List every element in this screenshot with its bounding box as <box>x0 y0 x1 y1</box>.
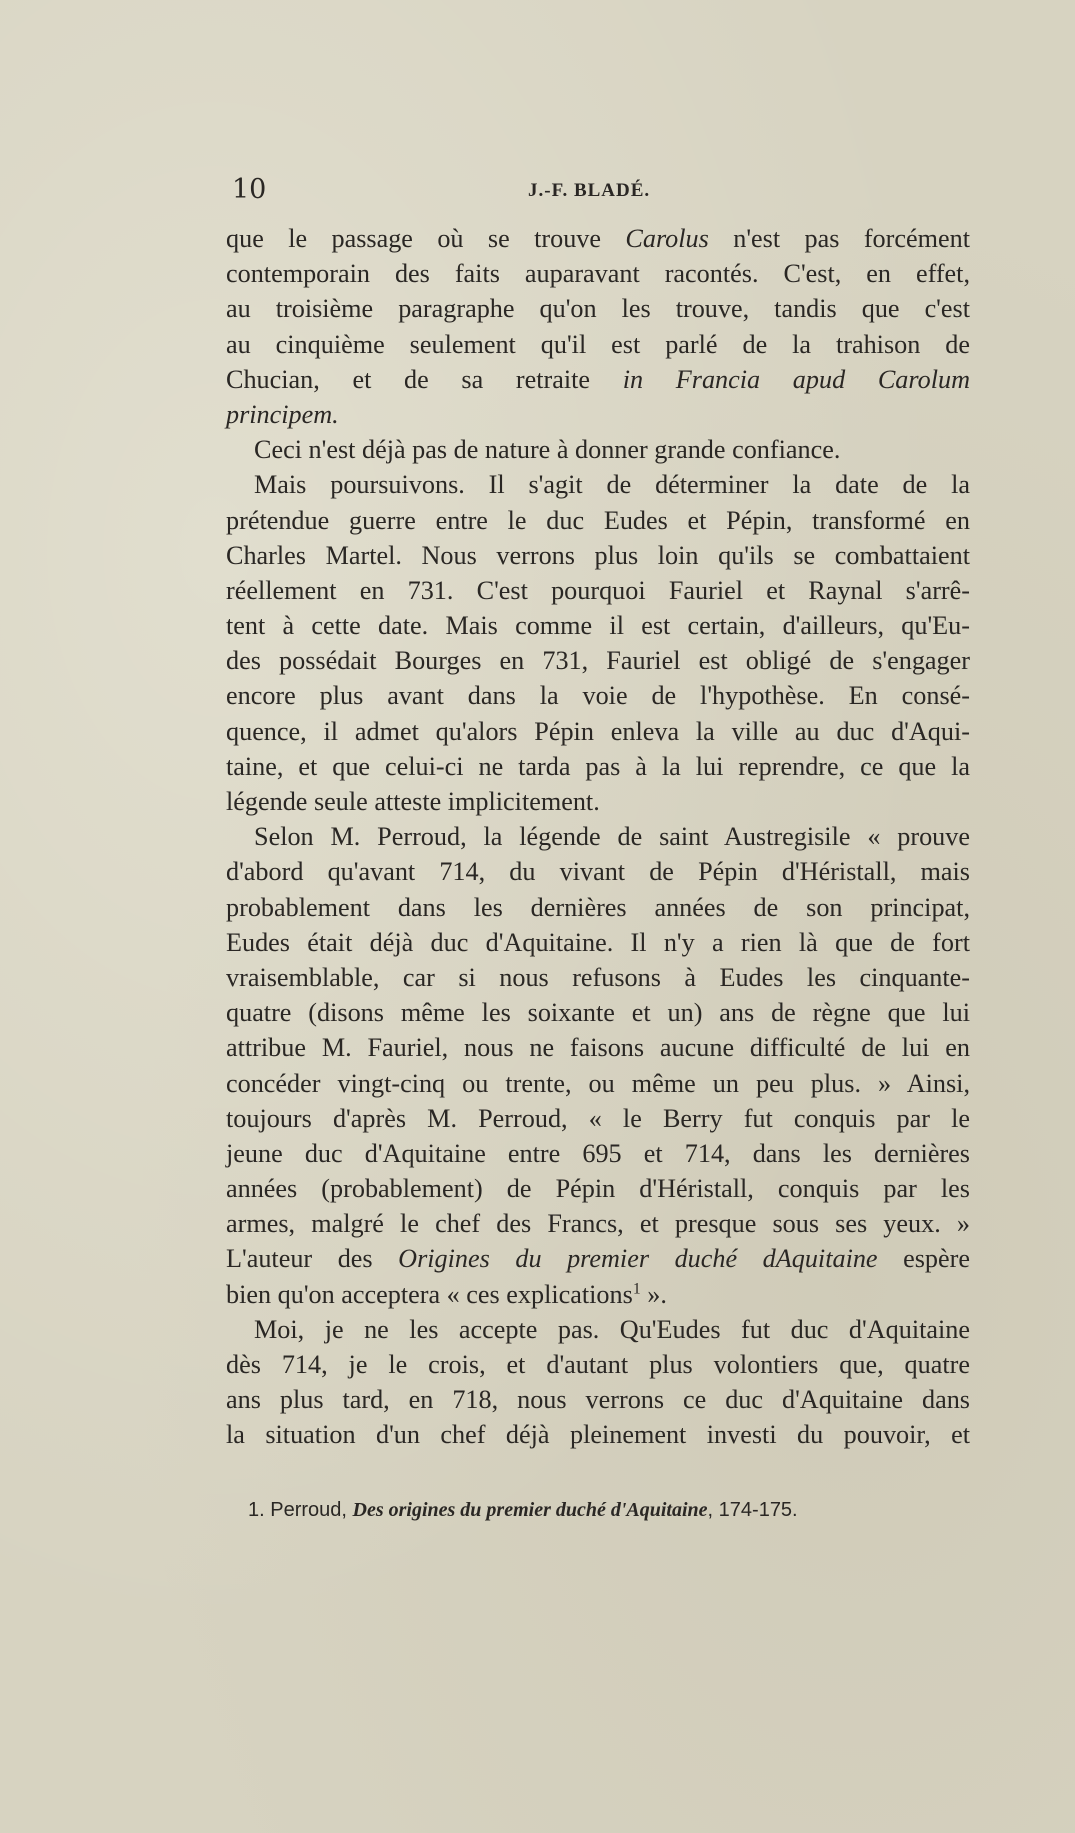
page-number: 10 <box>232 174 267 205</box>
footnote-pages: , 174-175. <box>707 1499 798 1521</box>
text-line <box>226 397 970 432</box>
body-text <box>226 221 970 1453</box>
text-line: bien qu'on acceptera « ces explications$^1$ ». <box>226 1279 667 1309</box>
text-line: quatre (disons même les soixante et un) ans de règne que lui <box>226 998 970 1028</box>
footnote-ref: 1 <box>632 1279 641 1297</box>
paragraph-start: Moi, je ne les accepte pas. Qu'Eudes fut duc d'Aquitaine <box>254 1314 970 1344</box>
paragraph-start: Selon M. Perroud, la légende de saint Austregisile « prouve <box>254 822 970 852</box>
text-line: que le passage où se trouve Carolus n'est pas forcément <box>226 224 970 253</box>
paragraph-start: Ceci n'est déjà pas de nature à donner grande confiance. <box>254 435 841 465</box>
text-line: Chucian, et de sa retraite in Francia apud Carolum <box>226 364 970 394</box>
text-line: attribue M. Fauriel, nous ne faisons aucune difficulté de lui en <box>226 1033 970 1063</box>
text-line: prétendue guerre entre le duc Eudes et Pépin, transformé en <box>226 505 970 535</box>
text-line: concéder vingt-cinq ou trente, ou même un peu plus. » Ainsi, <box>226 1068 970 1098</box>
text-line: armes, malgré le chef des Francs, et presque sous ses yeux. » <box>226 1209 970 1239</box>
text-line: vraisemblable, car si nous refusons à Eudes les cinquante- <box>226 962 970 992</box>
text-line: au troisième paragraphe qu'on les trouve, tandis que c'est <box>226 294 970 324</box>
running-head: J.-F. BLADÉ. <box>528 180 651 201</box>
paragraph-start: Mais poursuivons. Il s'agit de déterminer la date de la <box>254 470 970 500</box>
text-line: encore plus avant dans la voie de l'hypothèse. En consé- <box>226 681 970 711</box>
italic-phrase: in Francia apud Carolum <box>622 364 970 394</box>
footnote-title: Des origines du premier duché d'Aquitaine <box>352 1499 708 1521</box>
text-line: ans plus tard, en 718, nous verrons ce duc d'Aquitaine dans <box>226 1385 970 1415</box>
text-line: taine, et que celui-ci ne tarda pas à la lui reprendre, ce que la <box>226 751 970 781</box>
text-line: des possédait Bourges en 731, Fauriel est obligé de s'engager <box>226 646 970 676</box>
text-line: toujours d'après M. Perroud, « le Berry fut conquis par le <box>226 1103 970 1133</box>
italic-phrase: principem. <box>226 399 339 429</box>
text-line: jeune duc d'Aquitaine entre 695 et 714, dans les dernières <box>226 1138 970 1168</box>
text-line: probablement dans les dernières années de son principat, <box>226 892 970 922</box>
page-header <box>232 174 972 210</box>
text-line: réellement en 731. C'est pourquoi Fauriel et Raynal s'arrê- <box>226 575 970 605</box>
text-line: L'auteur des Origines du premier duché dAquitaine espère <box>226 1244 970 1274</box>
footnote-author: Perroud, <box>264 1499 353 1521</box>
text-line: Eudes était déjà duc d'Aquitaine. Il n'y a rien là que de fort <box>226 927 970 957</box>
text-line: au cinquième seulement qu'il est parlé de la trahison de <box>226 329 970 359</box>
text-line: légende seule atteste implicitement. <box>226 787 600 816</box>
text-line: d'abord qu'avant 714, du vivant de Pépin d'Héristall, mais <box>226 857 970 887</box>
text-line: la situation d'un chef déjà pleinement investi du pouvoir, et <box>226 1420 970 1450</box>
italic-term: Carolus <box>625 224 709 253</box>
text-line: tent à cette date. Mais comme il est certain, d'ailleurs, qu'Eu- <box>226 611 970 641</box>
text-line: contemporain des faits auparavant racontés. C'est, en effet, <box>226 259 970 289</box>
text-line: Charles Martel. Nous verrons plus loin qu'ils se combattaient <box>226 540 970 570</box>
footnote <box>248 1497 968 1523</box>
text-line: quence, il admet qu'alors Pépin enleva la ville au duc d'Aqui- <box>226 716 970 746</box>
text-line: dès 714, je le crois, et d'autant plus volontiers que, quatre <box>226 1350 970 1379</box>
text-line: années (probablement) de Pépin d'Héristall, conquis par les <box>226 1174 970 1204</box>
italic-title: Origines du premier duché dAquitaine <box>398 1244 878 1274</box>
footnote-number: 1. <box>248 1499 265 1521</box>
